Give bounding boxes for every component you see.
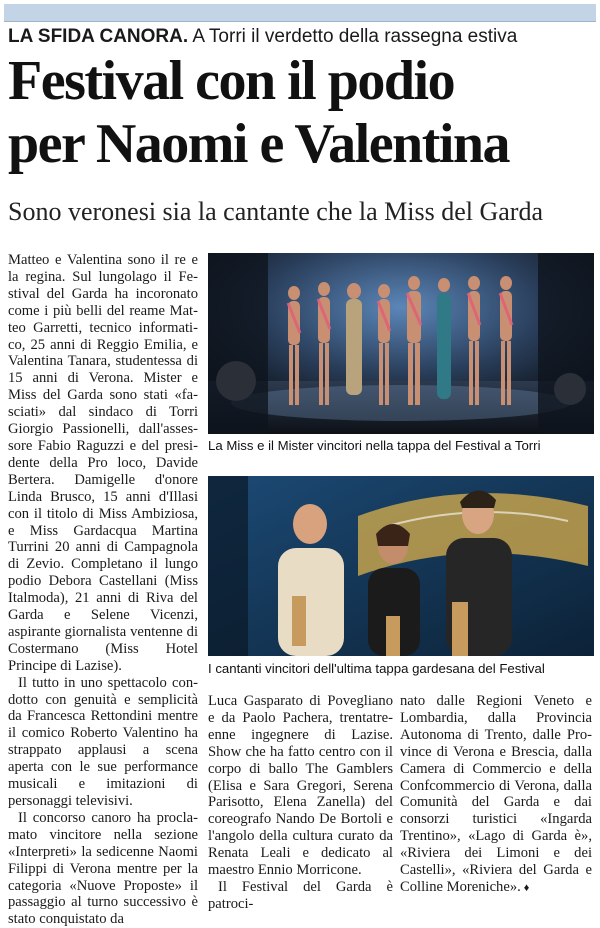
headline (8, 50, 598, 176)
article-column-3 (400, 693, 592, 897)
stage-illustration (208, 253, 594, 434)
photo-caption-2: I cantanti vincitori dell'ultima tappa gardesana del Festival (208, 661, 545, 676)
end-of-article-icon: ♦ (523, 881, 530, 894)
top-rule (4, 4, 596, 22)
photo-caption-1: La Miss e il Mister vincitori nella tappa del Festival a Torri (208, 438, 541, 453)
paragraph: Il tutto in uno spettacolo condotto con genuità e semplicità da Francesca Rettondini mentre il comico Roberto Valentino ha strappato applausi a scena aperta con le sue performance musicali e imitazioni di personaggi televisivi. (8, 674, 198, 809)
paragraph: Matteo e Valentina sono il re e la regina. Sul lungolago il Festival del Garda ha incoronato come i più belli del reame Matteo Garretti, tecnico informatico, 25 anni di Reggio Emilia, e Valentina Tanara, studentessa di 15 anni di Verona. Mister e Miss del Garda sono stati «fasciati» dal sindaco di Torri Giorgio Passionelli, dall'assessore Fabio Raguzzi e del presidente della Pro loco, Davide Bertera. Damigelle d'onore Linda Brusco, 15 anni d'Illasi con il titolo di Miss Ambiziosa, e Miss Gardacqua Martina Turrini 20 anni di Campagnola di Zevio. Completano il lungo podio Debora Castellani (Miss Italmoda), 21 anni di Riva del Garda e Selene Vicenzi, aspirante giornalista ventenne di Costermano (Miss Hotel Principe di Lazise). (8, 252, 198, 674)
kicker-text: A Torri il verdetto della rassegna estiva (192, 26, 518, 47)
headline-line-2: per Naomi e Valentina (8, 113, 510, 175)
article-column-2 (208, 693, 393, 913)
singers-illustration (208, 476, 594, 656)
article-column-1 (8, 252, 198, 928)
paragraph: Il Festival del Garda è patroci- (208, 878, 393, 912)
photo-miss-mister (208, 253, 594, 434)
kicker (8, 25, 594, 49)
photo-singers (208, 476, 594, 656)
kicker-label: LA SFIDA CANORA. (8, 26, 189, 47)
paragraph: Il concorso canoro ha proclamato vincitore nella sezione «Interpreti» la sedicenne Naomi Filippi di Verona mentre per la categoria «Nuove Proposte» il passaggio al turno successivo è stato conquistato da (8, 809, 198, 928)
paragraph (400, 693, 592, 897)
paragraph-text: nato dalle Regioni Veneto e Lombardia, dalla Provincia Autonoma di Trento, dalle Province di Verona e Brescia, dalla Camera di Commercio e della Confcommercio di Verona, dalla Comunità del Garda e dai consorzi turistici «Ingarda Trentino», «Lago di Garda è», «Riviera dei Limoni e dei Castelli», «Riviera del Garda e Colline Moreniche». (400, 693, 592, 895)
subheadline: Sono veronesi sia la cantante che la Miss del Garda (8, 197, 543, 226)
paragraph: Luca Gasparato di Povegliano e da Paolo Pachera, trentatreenne ingegnere di Lazise. Show che ha fatto centro con il corpo di ballo The Gamblers (Elisa e Sara Gregori, Serena Parisotto, Elena Zanella) del coreografo Nando De Bortoli e l'angolo della cultura curato da Renata Leali e dedicato al maestro Ennio Morricone. (208, 693, 393, 879)
headline-line-1: Festival con il podio (8, 50, 455, 112)
